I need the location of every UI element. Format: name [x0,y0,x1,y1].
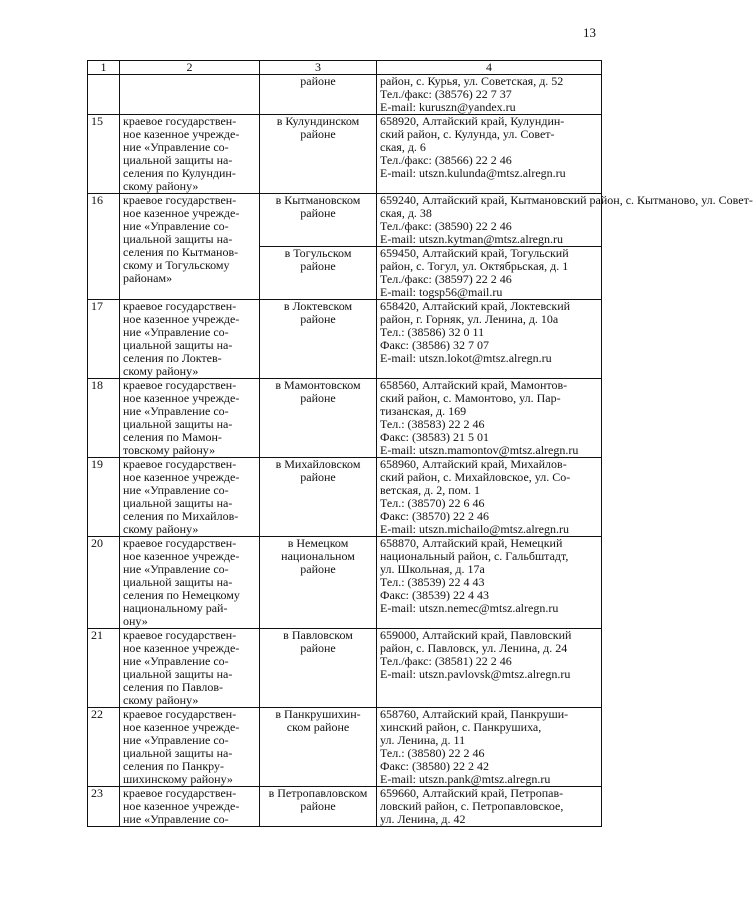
organization-name-line: селения по Немецкому [123,588,240,602]
address-details-line: Факс: (38583) 21 5 01 [380,430,489,444]
address-details [377,787,602,827]
row-number: 23 [88,787,120,827]
row-number [88,75,120,115]
address-details-line: E-mail: utszn.mamontov@mtsz.alregn.ru [380,443,579,457]
organization-name-line: селения по Кытманов- [123,245,239,259]
organization-name-line: циальной защиты на- [123,667,233,681]
row-number: 18 [88,379,120,458]
address-details [377,629,602,708]
column-header: 1 [88,61,120,75]
organization-name-line: краевое государствен- [123,378,237,392]
organization-name-line: ние «Управление со- [123,140,229,154]
organization-name-line: циальной защиты на- [123,338,233,352]
organization-name-line: ное казенное учрежде- [123,470,240,484]
district-name-line: районе [300,391,336,405]
organization-name-line: краевое государствен- [123,299,237,313]
organization-name [120,379,260,458]
address-details-line: 658420, Алтайский край, Локтевский [380,299,571,313]
address-details [377,75,602,115]
address-details-line: Факс: (38570) 22 2 46 [380,509,489,523]
organization-name-line: товскому району» [123,443,216,457]
address-details [377,247,602,300]
organization-name [120,300,260,379]
address-details-line: Факс: (38580) 22 2 42 [380,759,489,773]
column-header: 3 [260,61,377,75]
address-details-line: ул. Ленина, д. 42 [380,812,466,826]
address-details-line: 658920, Алтайский край, Кулундин- [380,114,565,128]
organization-name-line: циальной защиты на- [123,496,233,510]
address-details [377,115,602,194]
table-row [88,537,602,629]
district-name [260,629,377,708]
address-details [377,193,753,247]
table-row [88,115,602,194]
organization-name-line: краевое государствен- [123,536,237,550]
district-name [260,458,377,537]
address-details-line: E-mail: kuruszn@yandex.ru [380,100,516,114]
organization-name-line: циальной защиты на- [123,417,233,431]
district-name-line: районе [300,641,336,655]
organization-name-line: краевое государствен- [123,457,237,471]
row-number: 17 [88,300,120,379]
organization-name [120,458,260,537]
address-details-line: 658560, Алтайский край, Мамонтов- [380,378,568,392]
organization-name-line: национальному рай- [123,601,228,615]
district-name-line: районе [300,562,336,576]
organization-name-line: краевое государствен- [123,628,237,642]
district-name [260,379,377,458]
district-name [260,537,377,629]
address-details-line: E-mail: utszn.nemec@mtsz.alregn.ru [380,601,559,615]
address-details-line: 659240, Алтайский край, Кытмановский район, с. Кытманово, ул. Совет- [380,193,753,207]
row-number: 22 [88,708,120,787]
organization-name [120,194,260,300]
address-details-line: 658760, Алтайский край, Панкруши- [380,707,569,721]
organization-name-line: краевое государствен- [123,786,237,800]
organization-name-line: ное казенное учрежде- [123,799,240,813]
organization-name-line: ное казенное учрежде- [123,391,240,405]
district-name-line: районе [300,127,336,141]
district-name-line: районе [300,206,336,220]
address-details-line: район, с. Тогул, ул. Октябрьская, д. 1 [380,259,569,273]
address-details-line: Факс: (38586) 32 7 07 [380,338,489,352]
district-name [260,75,377,115]
district-name [260,787,377,827]
organization-name-line: ние «Управление со- [123,325,229,339]
address-details-line: Тел./факс: (38566) 22 2 46 [380,153,512,167]
address-details-line: ский район, с. Михайловское, ул. Со- [380,470,571,484]
district-name-line: в Кулундинском [276,114,360,128]
district-name [260,194,377,247]
district-name-line: районе [300,74,336,88]
organization-name [120,787,260,827]
address-details-line: ул. Ленина, д. 11 [380,733,466,747]
address-details-line: Тел./факс: (38581) 22 2 46 [380,654,512,668]
organization-name-line: ние «Управление со- [123,733,229,747]
address-details-line: Тел.: (38539) 22 4 43 [380,575,485,589]
address-details-line: ский район, с. Мамонтово, ул. Пар- [380,391,561,405]
address-details-line: ская, д. 6 [380,140,426,154]
district-name-line: в Тогульском [284,246,352,260]
address-details-line: Тел.: (38583) 22 2 46 [380,417,485,431]
organization-name-line: циальной защиты на- [123,575,233,589]
address-details-line: E-mail: utszn.pank@mtsz.alregn.ru [380,772,551,786]
organization-name-line: краевое государствен- [123,193,237,207]
row-number: 19 [88,458,120,537]
organization-name-line: районам» [123,271,173,285]
organization-name-line: циальной защиты на- [123,746,233,760]
district-name-line: в Панкрушихин- [275,707,361,721]
address-details-line: E-mail: togsp56@mail.ru [380,285,503,299]
district-name-line: в Немецком [287,536,349,550]
address-details-line: ская, д. 38 [380,206,432,220]
district-name-line: в Локтевском [283,299,353,313]
district-name-line: в Мамонтовском [275,378,361,392]
address-details [377,537,602,629]
address-details-line: E-mail: utszn.michailo@mtsz.alregn.ru [380,522,569,536]
address-details-line: E-mail: utszn.lokot@mtsz.alregn.ru [380,351,552,365]
organization-name [120,115,260,194]
district-name-line: в Михайловском [275,457,361,471]
address-details [377,708,602,787]
organization-name [120,75,260,115]
address-details-line: Тел.: (38570) 22 6 46 [380,496,485,510]
organization-name-line: краевое государствен- [123,707,237,721]
district-name [260,115,377,194]
address-details-line: район, с. Павловск, ул. Ленина, д. 24 [380,641,568,655]
address-details-line: Тел./факс: (38590) 22 2 46 [380,219,512,233]
address-details-line: район, г. Горняк, ул. Ленина, д. 10а [380,312,559,326]
address-details [377,458,602,537]
organization-name-line: ние «Управление со- [123,483,229,497]
column-header: 4 [377,61,602,75]
table-row [88,787,602,827]
address-details-line: ул. Школьная, д. 17а [380,562,485,576]
column-header: 2 [120,61,260,75]
organization-name-line: ние «Управление со- [123,562,229,576]
page-number: 13 [583,25,596,40]
address-details-line: ский район, с. Кулунда, ул. Совет- [380,127,555,141]
organization-name-line: ное казенное учрежде- [123,641,240,655]
address-details-line: тизанская, д. 169 [380,404,467,418]
organization-name-line: циальной защиты на- [123,153,233,167]
district-name-line: в Павловском [283,628,353,642]
organization-name-line: ное казенное учрежде- [123,312,240,326]
organization-name-line: ние «Управление со- [123,404,229,418]
organization-name-line: скому району» [123,522,199,536]
organization-name-line: ное казенное учрежде- [123,127,240,141]
organization-name-line: циальной защиты на- [123,232,233,246]
address-details-line: Факс: (38539) 22 4 43 [380,588,489,602]
organization-name-line: скому и Тогульскому [123,258,230,272]
district-name-line: районе [300,259,336,273]
district-name-line: в Кытмановском [275,193,361,207]
organization-name-line: скому району» [123,179,199,193]
organization-name-line: селения по Локтев- [123,351,222,365]
organization-name-line: селения по Павлов- [123,680,224,694]
address-details-line: район, с. Курья, ул. Советская, д. 52 [380,74,564,88]
district-name-line: районе [300,799,336,813]
address-details-line: 659000, Алтайский край, Павловский [380,628,572,642]
address-details-line: E-mail: utszn.kulunda@mtsz.alregn.ru [380,166,566,180]
table-row [88,300,602,379]
organization-name-line: ние «Управление со- [123,219,229,233]
institutions-table [87,60,753,827]
row-number: 15 [88,115,120,194]
table-row [88,708,602,787]
table-row [88,458,602,537]
district-name-line: районе [300,312,336,326]
organization-name-line: скому району» [123,693,199,707]
organization-name-line: селения по Кулундин- [123,166,236,180]
organization-name-line: ние «Управление со- [123,812,229,826]
district-name-line: ском районе [286,720,350,734]
address-details-line: ветская, д. 2, пом. 1 [380,483,481,497]
organization-name [120,537,260,629]
address-details-line: национальный район, с. Гальбштадт, [380,549,569,563]
address-details-line: 659660, Алтайский край, Петропав- [380,786,564,800]
address-details [377,379,602,458]
table-row [88,379,602,458]
organization-name-line: ону» [123,614,148,628]
district-name [260,247,377,300]
row-number: 16 [88,194,120,300]
address-details-line: E-mail: utszn.kytman@mtsz.alregn.ru [380,232,564,246]
row-number: 20 [88,537,120,629]
table-row [88,75,602,115]
table-row [88,629,602,708]
row-number: 21 [88,629,120,708]
district-name-line: районе [300,470,336,484]
organization-name-line: ние «Управление со- [123,654,229,668]
district-name [260,300,377,379]
address-details-line: 658870, Алтайский край, Немецкий [380,536,563,550]
address-details-line: Тел.: (38580) 22 2 46 [380,746,485,760]
district-name [260,708,377,787]
address-details-line: Тел.: (38586) 32 0 11 [380,325,485,339]
address-details-line: 658960, Алтайский край, Михайлов- [380,457,567,471]
table-header-row [88,61,602,75]
organization-name-line: селения по Панкру- [123,759,224,773]
address-details-line: ловский район, с. Петропавловское, [380,799,564,813]
organization-name-line: скому району» [123,364,199,378]
district-name-line: в Петропавловском [268,786,368,800]
organization-name-line: ное казенное учрежде- [123,206,240,220]
organization-name-line: шихинскому району» [123,772,233,786]
address-details-line: Тел./факс: (38576) 22 7 37 [380,87,512,101]
organization-name [120,629,260,708]
address-details-line: хинский район, с. Панкрушиха, [380,720,542,734]
organization-name-line: ное казенное учрежде- [123,549,240,563]
address-details-line: 659450, Алтайский край, Тогульский [380,246,569,260]
table-row [88,194,602,247]
organization-name-line: селения по Михайлов- [123,509,239,523]
organization-name-line: краевое государствен- [123,114,237,128]
district-name-line: национальном [281,549,355,563]
address-details-line: E-mail: utszn.pavlovsk@mtsz.alregn.ru [380,667,571,681]
organization-name [120,708,260,787]
organization-name-line: селения по Мамон- [123,430,222,444]
organization-name-line: ное казенное учрежде- [123,720,240,734]
address-details-line: Тел./факс: (38597) 22 2 46 [380,272,512,286]
address-details [377,300,602,379]
